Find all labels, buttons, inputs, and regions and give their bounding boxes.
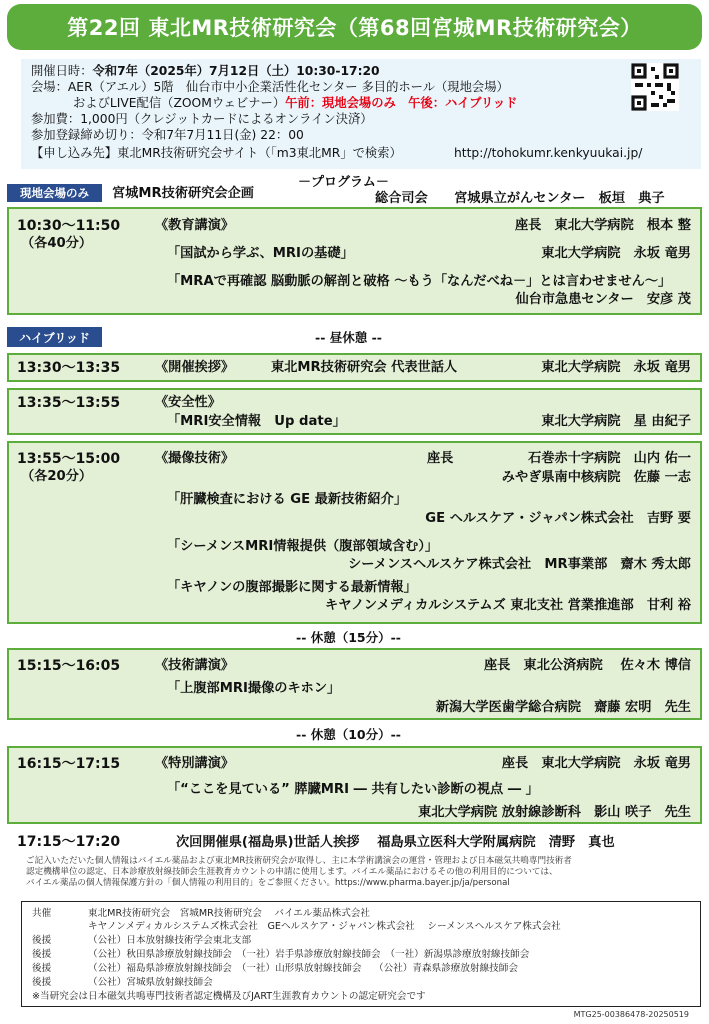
chair-label: 座長 [427,451,454,466]
session-type: 《特別講演》 [155,756,235,771]
cosponsor-label: 共催 [32,908,52,919]
deadline-line: 参加登録締め切り：令和7年7月11日(金) 22：00 [31,128,304,142]
chair: 石巻赤十字病院 山内 佑一 [528,451,691,466]
session-time: 13:30～13:35 [17,360,121,376]
tag-hybrid [7,327,102,347]
speaker: キヤノンメディカルシステムズ 東北支社 営業推進部 甘利 裕 [325,598,691,613]
lunch-break: -- 昼休憩 -- [315,330,382,345]
speaker: 東北大学病院 永坂 竜男 [541,360,691,375]
qr-code-icon[interactable] [631,63,679,111]
date-label: 開催日時： [31,64,93,78]
privacy-note-3: バイエル薬品の個人情報保護方針の「個人情報の利用目的」をご参照ください。https://www.pharma.bayer.jp/ja/personal [26,878,510,888]
tag-onsite [7,184,102,202]
tag-hybrid-label: ハイブリッド [19,330,90,345]
break-10: -- 休憩（10分）-- [296,727,401,742]
break-15: -- 休憩（15分）-- [296,630,401,645]
plan-label: 宮城MR技術研究会企画 [112,186,254,201]
session-type: 《開催挨拶》 [155,360,235,375]
site-url[interactable]: http://tohokumr.kenkyuukai.jp/ [454,146,643,160]
event-title-banner [7,4,702,50]
tag-onsite-label: 現地会場のみ [20,186,89,200]
cosponsor-text: 東北MR技術研究会 宮城MR技術研究会 バイエル薬品株式会社 [88,908,370,919]
speaker: 東北大学病院 放射線診断科 影山 咲子 先生 [418,805,691,820]
speaker: 東北大学病院 星 由紀子 [541,414,691,429]
venue-line: 会場：AER（アエル）5階 仙台市中小企業活性化センター 多目的ホール（現地会場） [31,80,509,94]
session-special [7,746,702,824]
speaker: 新潟大学医歯学総合病院 齋藤 宏明 先生 [435,700,691,715]
session-time: 10:30～11:50 [17,218,121,234]
talk-title: 「MRAで再確認 脳動脈の解剖と破格 ～もう「なんだべね－」とは言わせません～」 [167,274,672,289]
program-title: －プログラム－ [298,175,389,190]
fee-line: 参加費：1,000円（クレジットカードによるオンライン決済） [31,112,373,126]
speaker: 仙台市急患センター 安彦 茂 [515,292,691,307]
speaker: GE ヘルスケア・ジャパン株式会社 吉野 要 [425,511,691,526]
talk-title: 「“ここを見ている” 膵臓MRI ― 共有したい診断の視点 ― 」 [167,782,539,797]
cosponsor-label: 後援 [32,935,52,946]
cosponsor-label: 後援 [32,963,52,974]
document-code: MTG25-00386478-20250519 [573,1010,689,1019]
cosponsor-label: 後援 [32,949,52,960]
event-title: 第22回 東北MR技術研究会（第68回宮城MR技術研究会） [67,16,642,40]
session-chair: 座長 東北大学病院 根本 整 [514,218,691,233]
session-greeting [7,353,702,382]
session-time: 13:35～13:55 [17,395,121,411]
session-time: 15:15～16:05 [17,658,121,674]
session-time: 13:55～15:00 [17,451,121,467]
cosponsor-box [21,901,701,1007]
closing-greeting: 次回開催県(福島県)世話人挨拶 福島県立医科大学附属病院 清野 真也 [176,835,615,850]
session-time: 16:15～17:15 [17,756,121,772]
session-chair: 座長 東北公済病院 佐々木 博信 [484,658,691,673]
session-sub: （各20分） [21,469,93,484]
cosponsor-text: （公社）日本放射線技術学会東北支部 [88,935,252,946]
talk-title: 「国試から学ぶ、MRIの基礎」 [167,246,354,261]
speaker: シーメンスヘルスケア株式会社 MR事業部 齋木 秀太郎 [348,557,691,572]
session-chair: 座長 東北大学病院 永坂 竜男 [501,756,691,771]
session-imaging [7,441,702,624]
greeting-role: 東北MR技術研究会 代表世話人 [271,360,458,375]
apply-line: 【申し込み先】東北MR技術研究会サイト（「m3東北MR」で検索） [31,146,402,160]
session-sub: （各40分） [21,236,93,251]
session-type: 《安全性》 [155,395,221,410]
date-value: 令和7年（2025年）7月12日（土）10:30-17:20 [92,64,380,78]
talk-title: 「MRI安全情報 Up date」 [167,414,346,429]
cosponsor-label: 後援 [32,977,52,988]
talk-title: 「肝臓検査における GE 最新技術紹介」 [167,492,408,507]
live-schedule: 午前：現地会場のみ 午後：ハイブリッド [285,96,518,110]
cosponsor-text: （公社）宮城県放射線技師会 [88,977,213,988]
live-line [73,95,517,111]
date-line [31,63,380,79]
cosponsor-text: キヤノンメディカルシステムズ株式会社 GEヘルスケア・ジャパン株式会社 シーメンスヘルスケア株式会社 [88,921,561,932]
privacy-note-1: ご記入いただいた個人情報はバイエル薬品および東北MR技術研究会が取得し、主に本学術講演会の運営・管理および日本磁気共鳴専門技術者 [26,856,572,866]
talk-title: 「シーメンスMRI情報提供（腹部領域含む）」 [167,539,439,554]
event-info-box [21,59,701,169]
mc-label: 総合司会 宮城県立がんセンター 板垣 典子 [375,191,665,206]
session-type: 《技術講演》 [155,658,235,673]
closing-time: 17:15～17:20 [17,834,121,850]
session-education [7,207,702,315]
cosponsor-text: （公社）秋田県診療放射線技師会 （一社）岩手県診療放射線技師会 （一社）新潟県診療放射線技師会 [88,949,530,960]
cosponsor-text: （公社）福島県診療放射線技師会 （一社）山形県放射線技師会 （公社）青森県診療放射線技師会 [88,963,518,974]
talk-title: 「上腹部MRI撮像のキホン」 [167,681,341,696]
session-safety [7,388,702,435]
chair: みやぎ県南中核病院 佐藤 一志 [501,470,691,485]
session-technical [7,648,702,720]
speaker: 東北大学病院 永坂 竜男 [541,246,691,261]
talk-title: 「キヤノンの腹部撮影に関する最新情報」 [167,580,417,595]
privacy-note-2: 認定機構単位の認定、日本診療放射線技師会生涯教育カウントの申請に使用します。バイエル薬品におけるその他の利用目的については、 [26,867,558,877]
session-type: 《教育講演》 [155,218,235,233]
live-text: およびLIVE配信（ZOOMウェビナー） [73,96,286,110]
session-type: 《撮像技術》 [155,451,235,466]
certification-note: ※当研究会は日本磁気共鳴専門技術者認定機構及びJART生涯教育カウントの認定研究会です [32,991,426,1002]
